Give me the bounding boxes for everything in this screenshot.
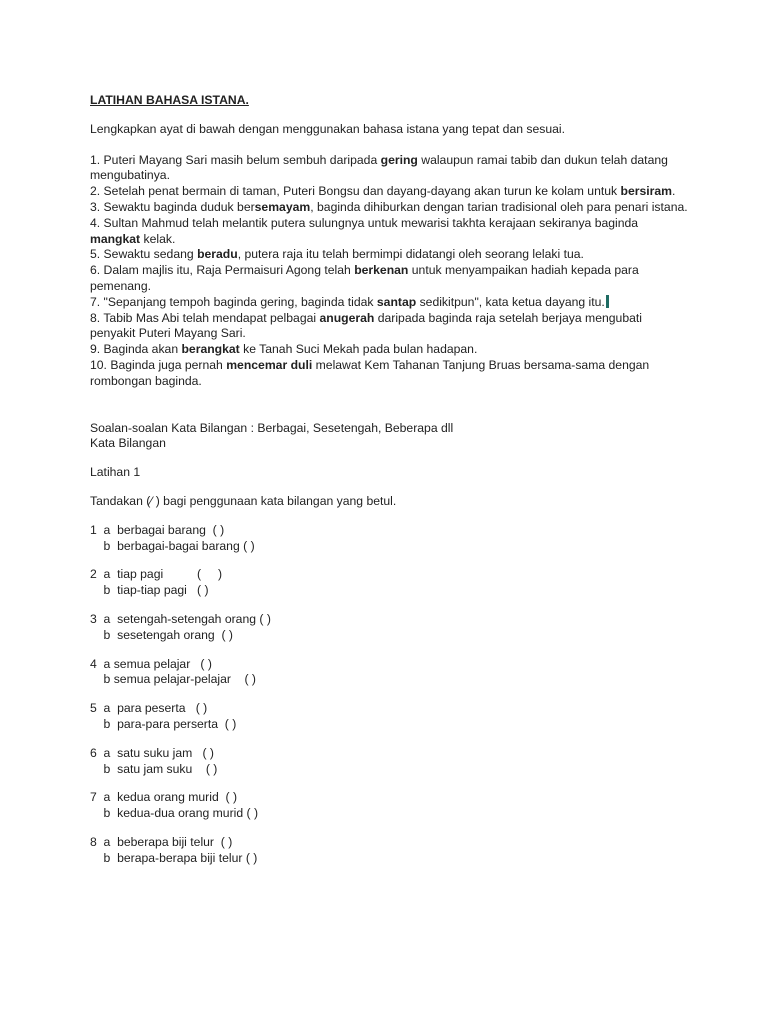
option-b: b kedua-dua orang murid ( ) xyxy=(90,806,259,821)
exercise-item: 9. Baginda akan berangkat ke Tanah Suci Mekah pada bulan hadapan. xyxy=(90,342,478,357)
option-b: b berbagai-bagai barang ( ) xyxy=(90,538,255,553)
section-heading xyxy=(90,421,690,453)
section-heading-line: Soalan-soalan Kata Bilangan : Berbagai, Sesetengah, Beberapa dll xyxy=(90,420,454,435)
question-item xyxy=(90,612,690,644)
option-a: 2 a tiap pagi ( ) xyxy=(90,567,223,582)
exercise-item: 10. Baginda juga pernah mencemar duli melawat Kem Tahanan Tanjung Bruas bersama-sama dengan rombongan baginda. xyxy=(90,357,650,388)
option-a: 5 a para peserta ( ) xyxy=(90,701,208,716)
question-item xyxy=(90,701,690,733)
option-a: 6 a satu suku jam ( ) xyxy=(90,745,214,760)
exercise-item: 8. Tabib Mas Abi telah mendapat pelbagai anugerah daripada baginda raja setelah berjaya mengubati penyakit Puteri Mayang Sari. xyxy=(90,310,642,341)
question-item xyxy=(90,790,690,822)
document-title: LATIHAN BAHASA ISTANA. xyxy=(90,93,249,107)
option-a: 1 a berbagai barang ( ) xyxy=(90,522,225,537)
option-b: b berapa-berapa biji telur ( ) xyxy=(90,850,258,865)
option-a: 8 a beberapa biji telur ( ) xyxy=(90,834,233,849)
exercise-item: 2. Setelah penat bermain di taman, Puteri Bongsu dan dayang-dayang akan turun ke kolam untuk bersiram. xyxy=(90,184,676,199)
question-item xyxy=(90,657,690,689)
exercise-item: 5. Sewaktu sedang beradu, putera raja itu telah bermimpi didatangi oleh seorang lelaki tua. xyxy=(90,247,584,262)
question-item xyxy=(90,523,690,555)
exercise-list xyxy=(90,153,690,390)
option-b: b satu jam suku ( ) xyxy=(90,761,218,776)
exercise-item: 3. Sewaktu baginda duduk bersemayam, baginda dihiburkan dengan tarian tradisional oleh para penari istana. xyxy=(90,199,688,214)
option-a: 4 a semua pelajar ( ) xyxy=(90,656,212,671)
instructions-text: Lengkapkan ayat di bawah dengan menggunakan bahasa istana yang tepat dan sesuai. xyxy=(90,121,566,136)
text-cursor xyxy=(606,295,609,308)
option-b: b tiap-tiap pagi ( ) xyxy=(90,583,209,598)
exercise-item: 4. Sultan Mahmud telah melantik putera sulungnya untuk mewarisi takhta kerajaan sekiranya baginda mangkat kelak. xyxy=(90,215,639,246)
option-a: 3 a setengah-setengah orang ( ) xyxy=(90,611,271,626)
exercise-item: 1. Puteri Mayang Sari masih belum sembuh daripada gering walaupun ramai tabib dan dukun telah datang mengubatinya. xyxy=(90,152,668,183)
section-subheading: Kata Bilangan xyxy=(90,436,166,451)
exercise-item: 7. "Sepanjang tempoh baginda gering, baginda tidak santap sedikitpun", kata ketua dayang itu. xyxy=(90,295,690,311)
option-a: 7 a kedua orang murid ( ) xyxy=(90,790,237,805)
question-list xyxy=(90,523,690,867)
exercise-label: Latihan 1 xyxy=(90,465,141,480)
question-item xyxy=(90,567,690,599)
document-content xyxy=(90,93,690,866)
question-item xyxy=(90,835,690,867)
option-b: b semua pelajar-pelajar ( ) xyxy=(90,672,256,687)
exercise-item: 6. Dalam majlis itu, Raja Permaisuri Agong telah berkenan untuk menyampaikan hadiah kepada para pemenang. xyxy=(90,263,639,293)
question-item xyxy=(90,746,690,778)
exercise-instruction: Tandakan (⁄ ) bagi penggunaan kata bilangan yang betul. xyxy=(90,493,397,508)
option-b: b para-para perserta ( ) xyxy=(90,716,237,731)
option-b: b sesetengah orang ( ) xyxy=(90,627,233,642)
